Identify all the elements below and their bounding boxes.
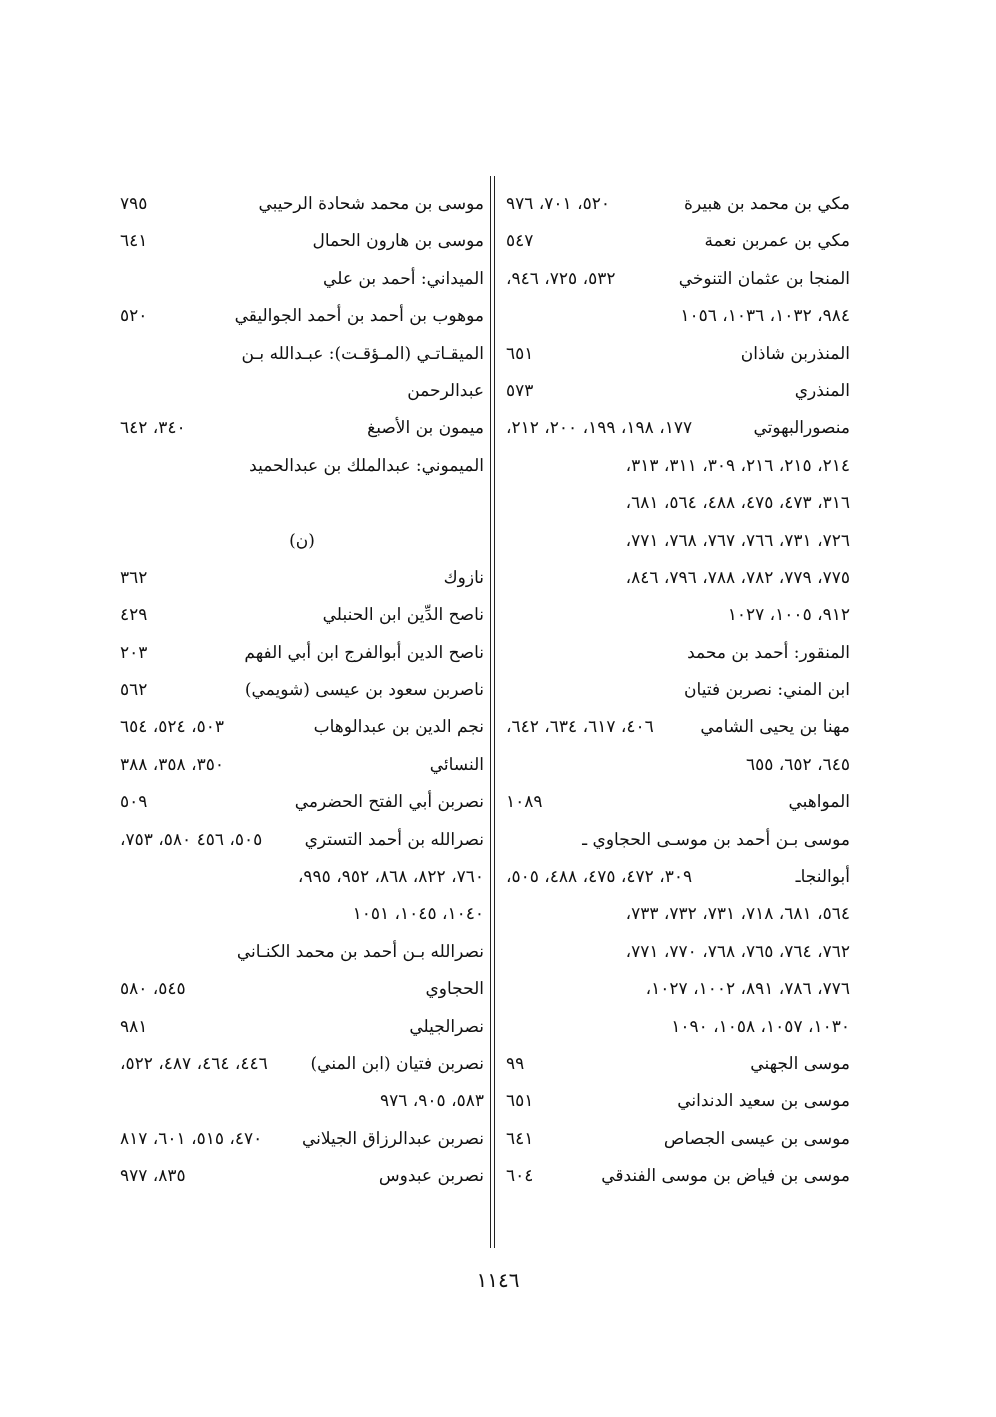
index-entry [506, 298, 850, 335]
index-entry [506, 336, 850, 373]
index-entry [120, 1158, 484, 1195]
entry-name: ميمون بن الأصبغ [367, 418, 484, 439]
entry-page-refs: ٥٤٥، ٥٨٠ [120, 979, 186, 1000]
entry-name: نجم الدين بن عبدالوهاب [313, 717, 484, 738]
entry-page-refs: ١٧٧، ١٩٨، ١٩٩، ٢٠٠، ٢١٢، [506, 418, 693, 439]
entry-page-refs: ٩٩ [506, 1053, 525, 1074]
right-column [506, 186, 850, 1196]
entry-page-refs: ٧٧٥، ٧٧٩، ٧٨٢، ٧٨٨، ٧٩٦، ٨٤٦، [625, 567, 850, 588]
entry-name: ناصربن سعود بن عيسى (شويمي) [244, 680, 484, 701]
index-entry [120, 410, 484, 447]
index-entry [506, 1158, 850, 1195]
entry-page-refs: ٣٤٠، ٦٤٢ [120, 418, 186, 439]
index-entry [506, 822, 850, 859]
index-entry [120, 747, 484, 784]
entry-page-refs: ٧٧٦، ٧٨٦، ٨٩١، ١٠٠٢، ١٠٢٧، [645, 979, 850, 1000]
index-entry [506, 635, 850, 672]
column-divider [490, 176, 491, 1248]
entry-page-refs: ٣١٦، ٤٧٣، ٤٧٥، ٤٨٨، ٥٦٤، ٦٨١، [625, 493, 850, 514]
entry-name: نصرالله بن أحمد التستري [304, 829, 484, 850]
entry-page-refs: ٥٨٣، ٩٠٥، ٩٧٦ [380, 1091, 484, 1112]
entry-page-refs: ٥٠٣، ٥٢٤، ٦٥٤ [120, 717, 224, 738]
entry-name: ناصح الدين أبوالفرج ابن أبي الفهم [244, 642, 484, 663]
index-entry [120, 1121, 484, 1158]
entry-name: موسى بـن أحمد بن موسـى الحجاوي ـ [582, 829, 850, 850]
entry-name: مهنا بن يحيى الشامي [700, 717, 850, 738]
index-entry [120, 859, 484, 896]
entry-page-refs: ٦٤١ [506, 1128, 534, 1149]
index-entry [120, 373, 484, 410]
entry-page-refs: ٢١٤، ٢١٥، ٢١٦، ٣٠٩، ٣١١، ٣١٣، [625, 455, 850, 476]
entry-name: ناصح الدِّين ابن الحنبلي [322, 605, 484, 626]
entry-page-refs: ٥٢٠ [120, 306, 148, 327]
entry-page-refs: ٥٦٤، ٦٨١، ٧١٨، ٧٣١، ٧٣٢، ٧٣٣، [625, 904, 850, 925]
entry-page-refs: ٧٩٥ [120, 194, 148, 214]
index-entry [506, 1009, 850, 1046]
index-entry [120, 336, 484, 373]
entry-name: موسى بن فياض بن موسى الفندقي [601, 1166, 850, 1187]
entry-name: النسائي [429, 754, 484, 775]
index-entry [120, 186, 484, 223]
entry-page-refs: ٥٠٩ [120, 792, 148, 813]
index-entry [506, 1121, 850, 1158]
entry-name: موسى بن عيسى الجصاص [663, 1128, 850, 1149]
entry-page-refs: ٣٥٠، ٣٥٨، ٣٨٨ [120, 754, 224, 775]
index-entry [120, 485, 484, 522]
index-entry [120, 822, 484, 859]
entry-page-refs: ٦٤٥، ٦٥٢، ٦٥٥ [746, 754, 850, 775]
index-entry [506, 1046, 850, 1083]
entry-name: الميموني: عبدالملك بن عبدالحميد [249, 455, 484, 476]
index-entry [506, 597, 850, 634]
column-divider [494, 176, 495, 1248]
entry-page-refs: ٦٤١ [120, 231, 148, 252]
entry-name: الحجاوي [425, 979, 484, 1000]
entry-name: نصرالله بـن أحمد بن محمد الكنـاني [236, 941, 484, 962]
index-entry [506, 709, 850, 746]
index-entry [506, 485, 850, 522]
entry-name: نازوك [443, 567, 484, 588]
entry-page-refs: ٥٣٢، ٧٢٥، ٩٤٦، [506, 268, 616, 289]
index-entry [120, 261, 484, 298]
index-entry [506, 859, 850, 896]
index-entry [120, 448, 484, 485]
index-entry [120, 934, 484, 971]
index-entry [506, 523, 850, 560]
entry-name: أبوالنجاـ [795, 867, 850, 888]
index-entry [506, 896, 850, 933]
entry-page-refs: ٣٠٩، ٤٧٢، ٤٧٥، ٤٨٨، ٥٠٥، [506, 867, 693, 888]
index-entry [506, 186, 850, 223]
entry-name: موسى بن هارون الحمال [312, 231, 484, 252]
index-entry [506, 934, 850, 971]
index-entry [506, 784, 850, 821]
entry-page-refs: ٨٣٥، ٩٧٧ [120, 1166, 186, 1187]
entry-page-refs: ٥٤٧ [506, 231, 534, 252]
index-entry [120, 1083, 484, 1120]
entry-page-refs: ١٠٣٠، ١٠٥٧، ١٠٥٨، ١٠٩٠ [671, 1016, 850, 1037]
index-entry [506, 747, 850, 784]
index-entry [120, 896, 484, 933]
entry-name: موسى الجهني [750, 1053, 850, 1074]
entry-name: نصرالجيلي [409, 1016, 484, 1037]
index-entry [120, 1046, 484, 1083]
entry-page-refs: ٥٧٣ [506, 380, 534, 401]
entry-name: منصورالبهوتي [753, 418, 850, 439]
index-entry [120, 523, 484, 560]
entry-page-refs: ٥٢٠، ٧٠١، ٩٧٦ [506, 194, 610, 214]
entry-name: عبدالرحمن [407, 380, 484, 401]
index-entry [506, 971, 850, 1008]
index-entry [506, 1083, 850, 1120]
entry-name: المنقور: أحمد بن محمد [687, 642, 850, 663]
entry-page-refs: ٥٠٥، ٤٥٦ ٥٨٠، ٧٥٣، [120, 829, 263, 850]
index-entry [506, 261, 850, 298]
index-entry [506, 448, 850, 485]
entry-name: ابن المني: نصربن فتيان [684, 680, 850, 701]
entry-name: المواهبي [788, 792, 850, 813]
index-entry [120, 223, 484, 260]
entry-page-refs: ٢٠٣ [120, 642, 148, 663]
entry-page-refs: ٧٢٦، ٧٣١، ٧٦٦، ٧٦٧، ٧٦٨، ٧٧١، [625, 530, 850, 551]
entry-name: الميقـاتـي (المـؤقـت): عبـدالله بـن [241, 343, 484, 364]
index-entry [120, 784, 484, 821]
entry-page-refs: ٧٦٠، ٨٢٢، ٨٦٨، ٩٥٢، ٩٩٥، [297, 867, 484, 888]
entry-name: المنذربن شاذان [740, 343, 850, 364]
entry-name: موسى بن محمد شحادة الرحيبي [258, 194, 484, 214]
entry-name: (ن) [289, 530, 315, 551]
index-entry [120, 298, 484, 335]
entry-page-refs: ٦٥١ [506, 1091, 534, 1112]
entry-page-refs: ٩٨٤، ١٠٣٢، ١٠٣٦، ١٠٥٦ [680, 306, 850, 327]
index-entry [506, 373, 850, 410]
index-entry [506, 410, 850, 447]
entry-name: الميداني: أحمد بن علي [323, 268, 484, 289]
entry-page-refs: ١٠٨٩ [506, 792, 543, 813]
entry-page-refs: ٩١٢، ١٠٠٥، ١٠٢٧ [727, 605, 850, 626]
index-entry [120, 672, 484, 709]
entry-page-refs: ٤٢٩ [120, 605, 148, 626]
entry-page-refs: ١٠٤٠، ١٠٤٥، ١٠٥١ [352, 904, 484, 925]
index-entry [120, 1009, 484, 1046]
index-entry [120, 971, 484, 1008]
index-entry [120, 709, 484, 746]
left-column [120, 186, 484, 1196]
entry-name: نصربن أبي الفتح الحضرمي [294, 792, 484, 813]
entry-name: نصربن عبدوس [378, 1166, 484, 1187]
entry-name: مكي بن محمد بن هبيرة [684, 194, 850, 214]
index-entry [506, 560, 850, 597]
entry-page-refs: ٩٨١ [120, 1016, 148, 1037]
entry-name: موهوب بن أحمد بن أحمد الجواليقي [234, 306, 484, 327]
entry-name: المنجا بن عثمان التنوخي [678, 268, 850, 289]
entry-name: موسى بن سعيد الدنداني [677, 1091, 850, 1112]
entry-page-refs: ٦٠٤ [506, 1166, 534, 1187]
entry-page-refs: ٣٦٢ [120, 567, 148, 588]
entry-name: مكي بن عمربن نعمة [704, 231, 850, 252]
page-number: ١١٤٦ [476, 1268, 520, 1292]
entry-page-refs: ٦٥١ [506, 343, 534, 364]
entry-page-refs: ٤٤٦، ٤٦٤، ٤٨٧، ٥٢٢، [120, 1053, 268, 1074]
entry-page-refs: ٤٠٦، ٦١٧، ٦٣٤، ٦٤٢، [506, 717, 654, 738]
index-entry [120, 560, 484, 597]
entry-page-refs: ٤٧٠، ٥١٥، ٦٠١، ٨١٧ [120, 1128, 263, 1149]
entry-page-refs: ٧٦٢، ٧٦٤، ٧٦٥، ٧٦٨، ٧٧٠، ٧٧١، [625, 941, 850, 962]
entry-page-refs: ٥٦٢ [120, 680, 148, 701]
index-entry [120, 635, 484, 672]
index-entry [120, 597, 484, 634]
entry-name: نصربن فتيان (ابن المني) [310, 1053, 484, 1074]
entry-name: المنذري [794, 380, 850, 401]
index-entry [506, 223, 850, 260]
index-entry [506, 672, 850, 709]
entry-name: نصربن عبدالرزاق الجيلاني [302, 1128, 484, 1149]
